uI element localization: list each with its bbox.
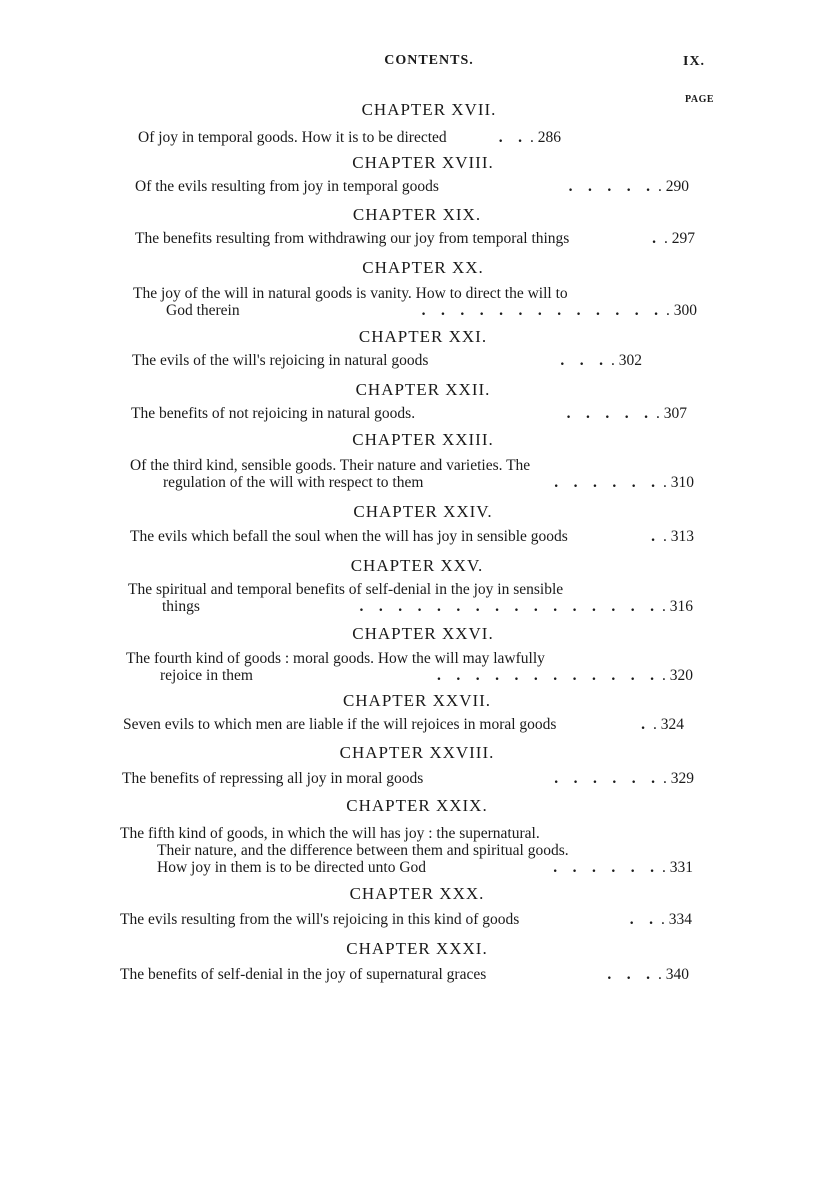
entry-text: The evils of the will's rejoicing in natural goods xyxy=(132,352,429,369)
dot-leader: . . . . . . xyxy=(554,474,655,491)
toc-page-number: . 334 xyxy=(661,911,692,928)
chapter-heading: CHAPTER XVIII. xyxy=(352,153,494,172)
entry-text: The evils resulting from the will's rejoicing in this kind of goods xyxy=(120,911,520,928)
toc-page-number: . 300 xyxy=(666,302,697,319)
toc-page-number: . 324 xyxy=(653,716,684,733)
entry-text: Of joy in temporal goods. How it is to be directed xyxy=(138,129,447,146)
page-number-roman: IX. xyxy=(683,54,706,69)
toc-entry-line xyxy=(130,457,677,475)
dot-leader: . . xyxy=(629,911,653,928)
toc-page-number: . 340 xyxy=(658,966,689,983)
dot-leader: . . . . . xyxy=(568,178,650,195)
entry-text: The benefits of not rejoicing in natural goods. xyxy=(131,405,416,422)
chapter-heading: CHAPTER XXV. xyxy=(350,556,484,575)
chapter-heading: CHAPTER XXX. xyxy=(349,884,485,903)
entry-text: things xyxy=(162,598,200,615)
toc-page-number: . 310 xyxy=(663,474,694,491)
toc-entry-line xyxy=(122,770,655,788)
toc-entry-line xyxy=(135,178,650,196)
entry-text: God therein xyxy=(166,302,240,319)
dot-leader: . . . . . xyxy=(566,405,648,422)
chapter-heading: CHAPTER XXII. xyxy=(355,380,491,399)
dot-leader: . . . . . . . . . . . . . xyxy=(421,302,658,319)
entry-text: The fifth kind of goods, in which the will has joy : the supernatural. xyxy=(120,825,540,842)
chapter-heading: CHAPTER XXVI. xyxy=(352,624,494,643)
dot-leader: . . . . . . . . . . . . xyxy=(437,667,654,684)
entry-text: The benefits of self-denial in the joy of supernatural graces xyxy=(120,966,487,983)
toc-page-number: . 331 xyxy=(662,859,693,876)
entry-text: Of the third kind, sensible goods. Their nature and varieties. The xyxy=(130,457,531,474)
dot-leader: . xyxy=(652,230,656,247)
chapter-heading: CHAPTER XXVII. xyxy=(342,691,492,710)
toc-entry-line xyxy=(126,650,673,668)
toc-entry-line xyxy=(162,598,654,616)
dot-leader: . . . . . . xyxy=(553,859,654,876)
running-head-title: CONTENTS. xyxy=(384,53,474,68)
toc-page-number: . 302 xyxy=(611,352,642,369)
entry-text: regulation of the will with respect to them xyxy=(163,474,424,491)
entry-text: Their nature, and the difference between them and spiritual goods. xyxy=(157,842,569,859)
toc-page-number: . 307 xyxy=(656,405,687,422)
entry-text: Of the evils resulting from joy in temporal goods xyxy=(135,178,439,195)
toc-page-number: . 290 xyxy=(658,178,689,195)
entry-text: The fourth kind of goods : moral goods. How the will may lawfully xyxy=(126,650,545,667)
toc-entry-line xyxy=(133,285,680,303)
toc-page-number: . 286 xyxy=(530,129,561,146)
entry-text: rejoice in them xyxy=(160,667,253,684)
toc-page-number: . 316 xyxy=(662,598,693,615)
entry-text: The joy of the will in natural goods is vanity. How to direct the will to xyxy=(133,285,568,302)
toc-entry-line xyxy=(157,859,654,877)
chapter-heading: CHAPTER XXVIII. xyxy=(339,743,495,762)
toc-entry-line xyxy=(163,474,655,492)
entry-text: The spiritual and temporal benefits of self-denial in the joy in sensible xyxy=(128,581,564,598)
toc-entry-line xyxy=(120,966,650,984)
toc-entry-line xyxy=(138,129,522,147)
chapter-heading: CHAPTER XX. xyxy=(362,258,484,277)
chapter-heading: CHAPTER XIX. xyxy=(352,205,482,224)
page-column-label: PAGE xyxy=(685,94,715,105)
toc-entry-line xyxy=(157,842,668,860)
dot-leader: . . . . . . . . . . . . . . . . xyxy=(359,598,654,615)
entry-text: Seven evils to which men are liable if the will rejoices in moral goods xyxy=(123,716,557,733)
dot-leader: . . . . . . xyxy=(554,770,655,787)
toc-page-number: . 297 xyxy=(664,230,695,247)
chapter-heading: CHAPTER XXIX. xyxy=(346,796,488,815)
toc-entry-line xyxy=(131,405,648,423)
dot-leader: . xyxy=(641,716,645,733)
entry-text: The benefits of repressing all joy in moral goods xyxy=(122,770,424,787)
toc-entry-line xyxy=(166,302,658,320)
chapter-heading: CHAPTER XXIV. xyxy=(353,502,493,521)
dot-leader: . xyxy=(651,528,655,545)
entry-text: The evils which befall the soul when the will has joy in sensible goods xyxy=(130,528,568,545)
toc-page-number: . 313 xyxy=(663,528,694,545)
chapter-heading: CHAPTER XXIII. xyxy=(352,430,494,449)
dot-leader: . . . xyxy=(560,352,603,369)
toc-entry-line xyxy=(123,716,645,734)
entry-text: The benefits resulting from withdrawing our joy from temporal things xyxy=(135,230,570,247)
entry-text: How joy in them is to be directed unto God xyxy=(157,859,427,876)
toc-entry-line xyxy=(128,581,675,599)
toc-entry-line xyxy=(120,911,653,929)
toc-page-number: . 320 xyxy=(662,667,693,684)
toc-entry-line xyxy=(130,528,655,546)
dot-leader: . . xyxy=(498,129,522,146)
chapter-heading: CHAPTER XVII. xyxy=(361,100,497,119)
toc-page-number: . 329 xyxy=(663,770,694,787)
chapter-heading: CHAPTER XXI. xyxy=(358,327,488,346)
dot-leader: . . . xyxy=(607,966,650,983)
chapter-heading: CHAPTER XXXI. xyxy=(346,939,488,958)
toc-entry-line xyxy=(135,230,656,248)
toc-entry-line xyxy=(132,352,603,370)
toc-entry-line xyxy=(160,667,654,685)
toc-entry-line xyxy=(120,825,668,843)
